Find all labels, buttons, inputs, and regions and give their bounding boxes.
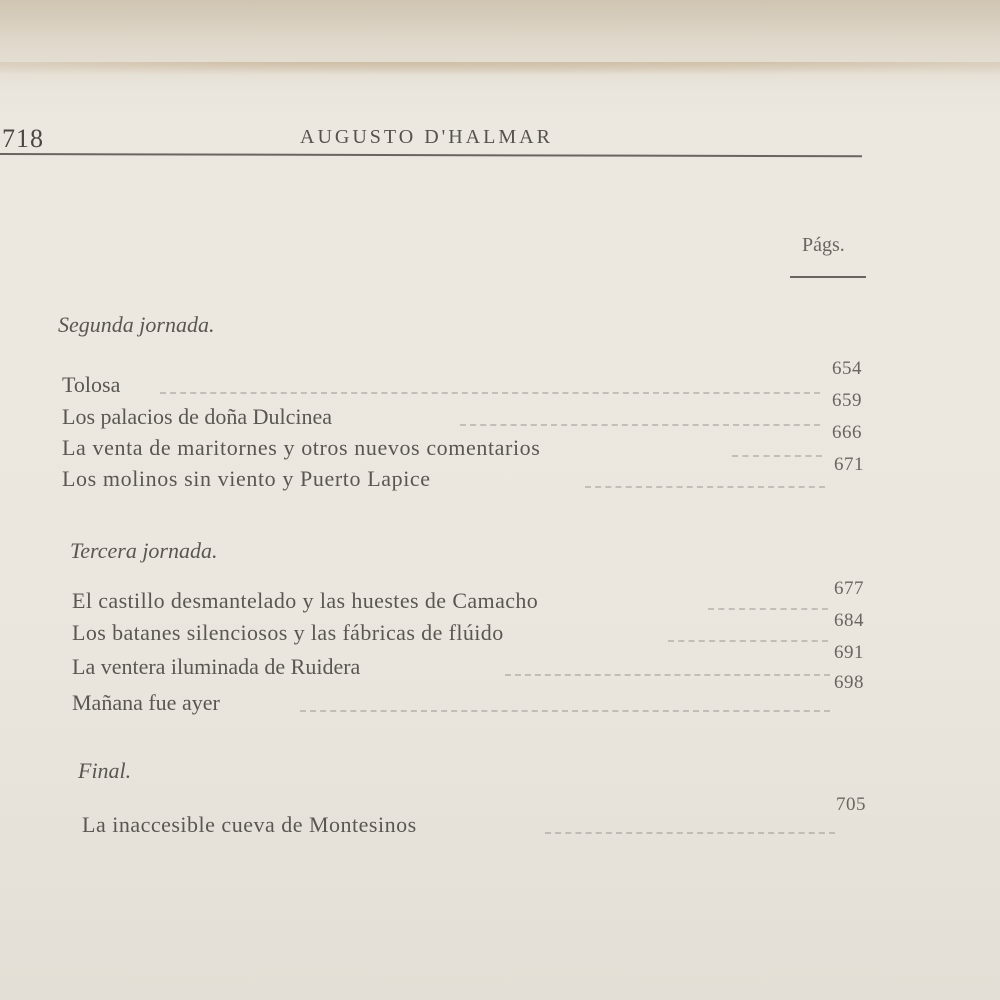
- toc-entry-title: Los batanes silenciosos y las fábricas de flúido: [72, 620, 504, 645]
- page-number: 718: [2, 124, 44, 153]
- toc-entry-title: La ventera iluminada de Ruidera: [72, 654, 361, 679]
- toc-entry-page: 677: [834, 578, 864, 599]
- toc-entry-page: 666: [832, 422, 862, 443]
- section-title: Segunda jornada.: [58, 312, 215, 337]
- toc-entry-page: 698: [834, 672, 864, 693]
- toc-entry-page: 654: [832, 358, 862, 379]
- dot-leader: [732, 455, 822, 457]
- toc-entry-page: 691: [834, 642, 864, 663]
- pages-column-label: Págs.: [802, 234, 845, 256]
- dot-leader: [545, 832, 835, 834]
- dot-leader: [708, 608, 828, 610]
- toc-entry-title: La inaccesible cueva de Montesinos: [82, 812, 417, 837]
- toc-entry-page: 705: [836, 794, 866, 815]
- dot-leader: [300, 710, 830, 712]
- running-head: AUGUSTO D'HALMAR: [300, 126, 553, 148]
- toc-entry-page: 659: [832, 390, 862, 411]
- dot-leader: [668, 640, 828, 642]
- torn-edge: [0, 62, 1000, 76]
- toc-entry-title: Los molinos sin viento y Puerto Lapice: [62, 466, 431, 491]
- toc-entry-title: La venta de maritornes y otros nuevos comentarios: [62, 435, 541, 460]
- toc-entry-title: Mañana fue ayer: [72, 690, 220, 715]
- toc-entry-page: 684: [834, 610, 864, 631]
- dot-leader: [160, 392, 820, 394]
- dot-leader: [460, 424, 820, 426]
- header-rule: [0, 153, 862, 157]
- toc-entry-title: El castillo desmantelado y las huestes de Camacho: [72, 588, 539, 613]
- section-title: Tercera jornada.: [70, 538, 218, 563]
- pages-column-rule: [790, 276, 866, 278]
- dot-leader: [505, 674, 830, 676]
- toc-entry-title: Tolosa: [62, 372, 121, 397]
- toc-entry-title: Los palacios de doña Dulcinea: [62, 404, 333, 429]
- dot-leader: [585, 486, 825, 488]
- paper-stain: [0, 0, 1000, 90]
- toc-entry-page: 671: [834, 454, 864, 475]
- section-title: Final.: [78, 758, 132, 783]
